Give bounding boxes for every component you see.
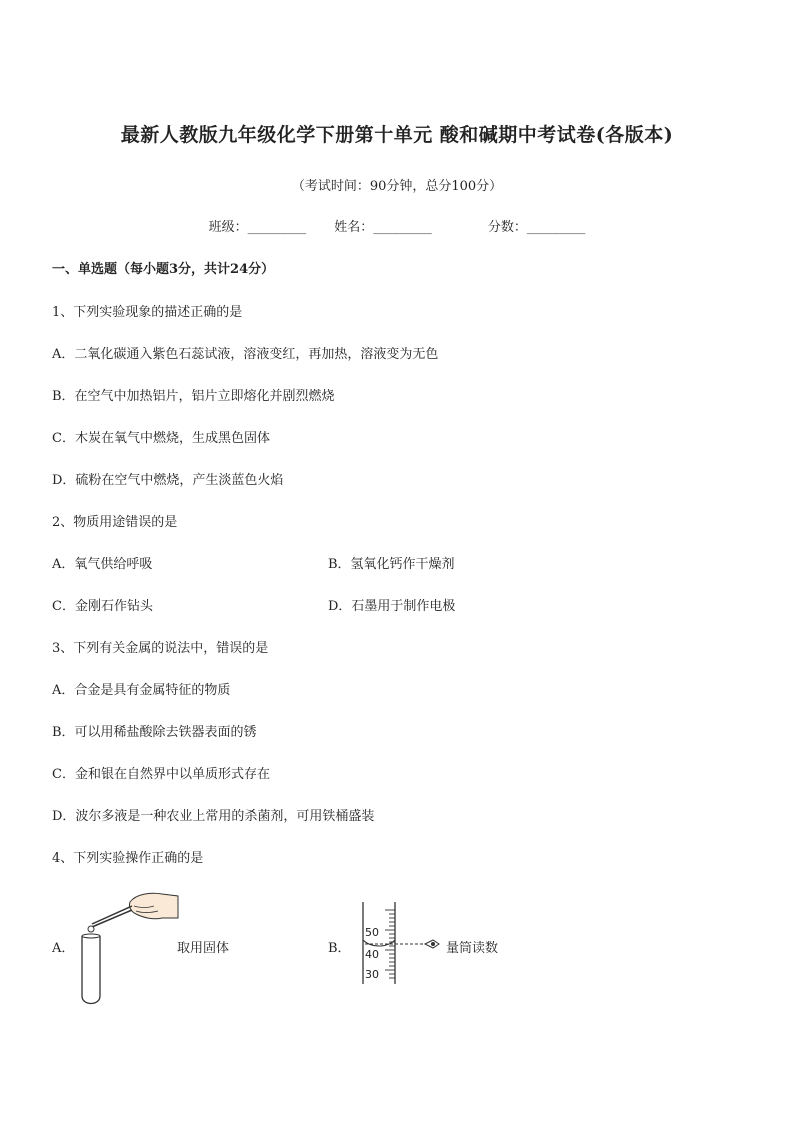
class-field: 班级：_________ bbox=[208, 220, 307, 235]
question-4-option-a-letter: A． bbox=[52, 941, 75, 956]
question-1-stem: 1、下列实验现象的描述正确的是 bbox=[52, 305, 243, 320]
question-3-option-b: B．可以用稀盐酸除去铁器表面的锈 bbox=[52, 725, 257, 740]
question-2-option-d: D．石墨用于制作电极 bbox=[328, 599, 456, 614]
question-1-option-d: D．硫粉在空气中燃烧，产生淡蓝色火焰 bbox=[52, 473, 284, 488]
question-1-option-a: A．二氧化碳通入紫色石蕊试液，溶液变红，再加热，溶液变为无色 bbox=[52, 347, 439, 362]
question-2-stem: 2、物质用途错误的是 bbox=[52, 515, 178, 530]
scale-label-50: 50 bbox=[365, 926, 379, 939]
question-2-option-b: B．氢氧化钙作干燥剂 bbox=[328, 557, 455, 572]
student-info-row bbox=[0, 216, 794, 235]
section-title: 一、单选题（每小题3分，共计24分） bbox=[52, 262, 275, 277]
question-2-option-a: A．氧气供给呼吸 bbox=[52, 557, 153, 572]
question-4-stem: 4、下列实验操作正确的是 bbox=[52, 851, 204, 866]
question-3-option-a: A．合金是具有金属特征的物质 bbox=[52, 683, 231, 698]
question-4-option-a-caption: 取用固体 bbox=[177, 941, 230, 956]
question-3-option-d: D．波尔多液是一种农业上常用的杀菌剂，可用铁桶盛装 bbox=[52, 809, 375, 824]
scale-label-40: 40 bbox=[365, 948, 379, 961]
question-3-option-c: C．金和银在自然界中以单质形式存在 bbox=[52, 767, 270, 782]
graduated-cylinder-illustration bbox=[355, 900, 445, 988]
test-tube-tweezers-illustration bbox=[70, 888, 180, 1008]
scale-label-30: 30 bbox=[365, 968, 379, 981]
question-1-option-c: C．木炭在氧气中燃烧，生成黑色固体 bbox=[52, 431, 270, 446]
question-4-option-b-letter: B． bbox=[328, 941, 351, 956]
question-3-stem: 3、下列有关金属的说法中，错误的是 bbox=[52, 641, 269, 656]
exam-duration-note: （考试时间：90分钟，总分100分） bbox=[291, 179, 503, 194]
question-1-option-b: B．在空气中加热铝片，铝片立即熔化并剧烈燃烧 bbox=[52, 389, 335, 404]
score-field: 分数：_________ bbox=[487, 220, 586, 235]
question-4-option-b-caption: 量筒读数 bbox=[446, 941, 499, 956]
name-field: 姓名：_________ bbox=[334, 220, 432, 235]
question-2-option-c: C．金刚石作钻头 bbox=[52, 599, 153, 614]
exam-title: 最新人教版九年级化学下册第十单元 酸和碱期中考试卷(各版本) bbox=[120, 124, 674, 146]
